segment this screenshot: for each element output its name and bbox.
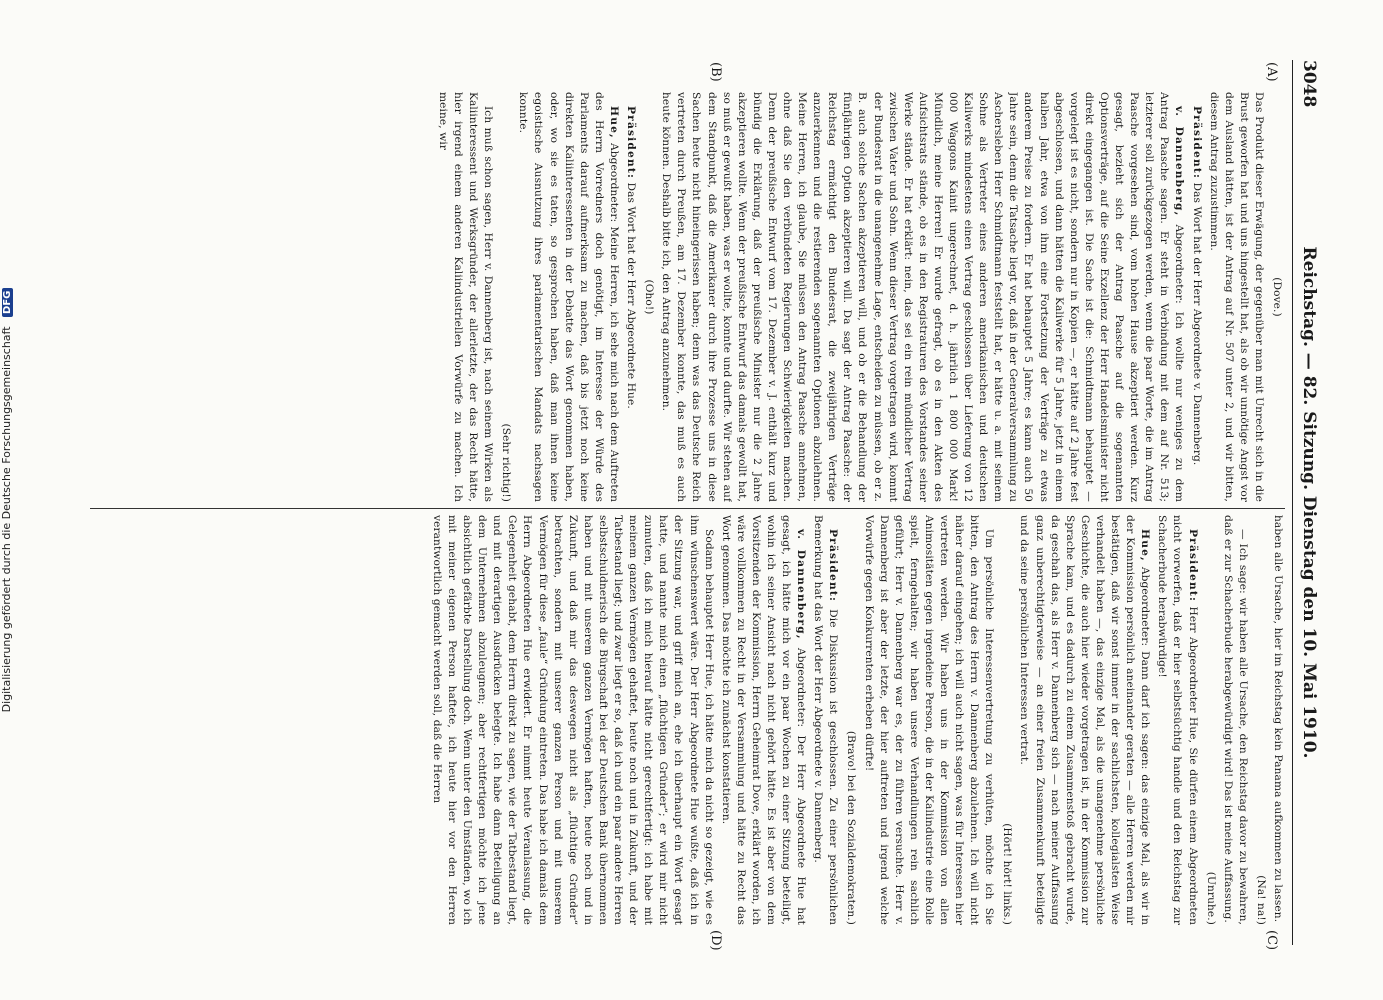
paragraph-text: Abgeordneter: Meine Herren, ich sehe mich nach dem Auftreten des Herrn Vorredners doch genötigt, im Interesse der Würde des Parlaments darauf aufmerksam zu machen, daß bis jetzt noch keine direkten Kaliinteressenten in der Debatte das Wort genommen haben, oder, wo sie es taten, so gesprochen haben, daß man ihnen keine egoistische Ausnutzung ihres parlamentarischen Mandats nachsagen konnte.	[517, 92, 620, 502]
left-column	[90, 92, 1285, 502]
interjection: (Unruhe.)	[1204, 871, 1217, 925]
speech-paragraph	[1154, 515, 1199, 925]
paragraph-text: Herr Abgeordneter Hue, Sie dürfen einem Abgeordneten nicht vorwerfen, daß er hier selbstsüchtig handle und den Reichstag zur Schacherbude herabwürdige!	[1156, 515, 1199, 925]
interjection: (Oho!)	[643, 279, 656, 315]
digitization-note	[0, 0, 16, 1000]
paragraph	[860, 515, 996, 925]
paragraph	[1270, 515, 1285, 925]
page-number: 3048	[1299, 60, 1319, 108]
right-column	[90, 515, 1285, 925]
margin-mark-d: (D)	[708, 930, 723, 951]
digitization-text: Digitalisierung gefördert durch die Deutsche Forschungsgemeinschaft	[0, 326, 13, 713]
speaker-name: v. Dannenberg,	[1173, 106, 1186, 217]
running-title: Reichstag. — 82. Sitzung. Dienstag den 10. Mai 1910.	[1299, 246, 1319, 759]
paragraph-text: haben alle Ursache, hier im Reichstag kein Panama aufkommen zu lassen.	[1272, 515, 1284, 923]
page-header	[1292, 60, 1323, 945]
speaker-name: Hue,	[607, 106, 620, 139]
margin-mark-b: (B)	[708, 62, 723, 82]
interjection: (Na! na!)	[1254, 875, 1267, 925]
speaker-name: Präsident:	[827, 529, 840, 603]
dfg-logo: DFG	[2, 288, 13, 317]
paragraph-text: Das Wort hat der Herr Abgeordnete v. Dannenberg.	[1190, 182, 1203, 466]
paragraph-text: Abgeordneter: Ich wollte nur weniges zu dem Antrag Paasche sagen. Er steht in Verbindung mit dem auf Nr. 513; letzterer soll zurückgezogen werden, wenn die paar Worte, die im Antrag Paasche vorgesehen sind, vom hohen Hause akzeptiert werden. Kurz gesagt, bezieht sich der Antrag Paasche auf die sogenannten Optionsverträge, auf die Seine Exzellenz der Herr Handelsminister nicht direkt eingegangen ist. Die Sache ist die: Schmidtmann behauptet — vorgelegt ist es nicht, sondern nur in Kopien —, er hätte auf 2 Jahre fest abgeschlossen, und dann hätten die Kaliwerke für 5 Jahre, jetzt in einem halben Jahr, etwa von ihm eine Fortsetzung der Verträge zu etwas anderem Preise zu fordern. Er hat behauptet 5 Jahre; es kann auch 50 Jahre sein, denn die Tatsache liegt vor, daß in der Generalversammlung zu Aschersleben Herr Schmidtmann feststellt hat, er hätte u. a. mit seinem Sohne als Vertreter eines anderen amerikanischen und deutschen Kaliwerks mindestens einen Vertrag geschlossen über Lieferung von 12 000 Waggons Kainit ungerechnet, d. h. jährlich 1 800 000 Mark! Mündlich, meine Herren! Er wurde gefragt, ob es in den Akten des Aufsichtsrats stände, ob es in den Registraturen des Vorstandes seiner Werke stände. Er hat erklärt: nein, das sei ein rein mündlicher Vertrag zwischen Vater und Sohn. Wenn dieser Vertrag vorgetragen wird, kommt der Bundesrat in die unangenehme Lage, entscheiden zu müssen, ob er z. B. auch solche Sachen akzeptieren will, und ob er die Behandlung der fünfjährigen Option akzeptieren will. Da sagt der Antrag Paasche: der Reichstag ermächtigt den Bundesrat, die zweijährigen Verträge anzuerkennen und die restierenden sogenannten Optionen abzulehnen. Meine Herren, ich glaube, Sie müssen den Antrag Paasche annehmen, ohne daß Sie den verbündeten Regierungen Schwierigkeiten machen. Denn der preußische Entwurf vom 17. Dezember v. J. enthält kurz und bündig die Erklärung, daß der preußische Minister nur die 2 Jahre akzeptieren wollte. Wenn der preußische Entwurf das damals gewollt hat, so muß er gewußt haben, was er wollte, konnte und durfte. Wir stehen auf dem Standpunkt, daß die Amerikaner durch ihre Prozesse uns in diese Sachen heute nicht hineingerissen haben; denn was das Deutsche Reich vertreten durch Preußen, am 17. Dezember konnte, das muß es auch heute können. Deshalb bitte ich, den Antrag anzunehmen.	[660, 92, 1186, 502]
paragraph-text: Ich muß schon sagen, Herr v. Dannenberg ist, nach seinem Wirken als Kaliinteressent und Werksgründer, der allerletzte, der das Recht hätte, hier irgend einem anderen Kaliindustriellen Vorwürfe zu machen. Ich meine, wir	[436, 92, 495, 502]
speech-paragraph	[658, 92, 1186, 502]
speech-paragraph	[718, 515, 809, 925]
speaker-name: v. Dannenberg,	[795, 529, 808, 640]
speech-paragraph	[1188, 92, 1203, 502]
column-divider	[90, 508, 1285, 509]
paragraph-text: Sodann behauptet Herr Hue, ich hätte mich da nicht so gezeigt, wie es ihm wünschenswert wäre. Der Herr Abgeordnete Hue wußte, daß ich in der Sitzung war, und griff mich an, ehe ich überhaupt ein Wort gesagt hatte, und nannte mich einen „flüchtigen Gründer“; er wird mir nicht zumuten, daß ich mich hierauf hätte nicht gerechtfertigt: ich habe mit meinem ganzen Vermögen gehaftet, heute noch und in Zukunft, und der Tatbestand liegt; und zwar liegt er so, daß ich und ein paar andere Herren selbstschuldnerisch die Bürgschaft bei der Deutschen Bank übernommen haben und mit unserem ganzen Vermögen haften, heute noch und in Zukunft, und daß mir das deswegen nicht als „flüchtige Gründer“ betrachten, sondern mit unserer ganzen Person und mit unserem Vermögen für diese „faule“ Gründung eintreten. Das habe ich damals dem Herrn Abgeordneten Hue erwidert. Er nimmt heute Veranlassung, die Gelegenheit gehabt, dem Herrn direkt zu sagen, wie der Tatbestand liegt, und mit derartigen Ausdrücken belegte. Ich habe dann Beteiligung an dem Unternehmen abzuleugnen; aber rechtfertigen möchte ich jene absichtlich gefärbte Darstellung doch. Wenn unter den Umständen, wo ich mit meiner eigenen Person haftete, ich heute hier vor den Herren verantwortlich gemacht werden soll, daß die Herren	[430, 515, 715, 925]
paragraph-text: Die Diskussion ist geschlossen. Zu einer persönlichen Bemerkung hat das Wort der Herr Abgeordnete v. Dannenberg.	[812, 515, 840, 925]
paragraph	[1206, 92, 1266, 502]
interjection: (Sehr richtig!)	[500, 423, 513, 502]
paragraph	[1220, 515, 1250, 925]
paragraph-text: Abgeordneter: Der Herr Abgeordnete Hue hat gesagt, ich hätte mich vor ein paar Wochen zu einer Sitzung beteiligt, wohin ich seiner Ansicht nach nicht gehört hätte. Es ist aber von dem Vorsitzenden der Kommission, Herrn Geheimrat Dove, erklärt worden, ich wäre vollkommen zu Recht in der Versammlung und hätte zu Recht das Wort genommen. Das möchte ich zunächst konstatieren.	[719, 515, 808, 925]
speaker-name: Präsident:	[625, 106, 638, 180]
speech-paragraph	[1016, 515, 1152, 925]
interjection: (Hört! hört! links.)	[1001, 823, 1014, 925]
speech-paragraph	[623, 92, 638, 502]
paragraph	[429, 515, 716, 925]
paragraph-text: Abgeordneter: Dann darf ich sagen: das einzige Mal, als wir in der Kommission persönlich aneinander geraten — alle Herren werden mir bestätigen, daß wir sonst immer in der sachlichsten, kollegialsten Weise verhandelt haben —, das einzige Mal, als die unangenehme persönliche Geschichte, die auch hier wieder vorgetragen ist, in der Kommission zur Sprache kam, und es dadurch zu einem Zusammenstoß gebracht wurde, da geschah das, als Herr v. Dannenberg sich — nach meiner Auffassung ganz unberechtigterweise — an einer freien Zusammenkunft beteiligte und da seine persönlichen Interessen vertrat.	[1018, 515, 1152, 925]
interjection: (Dove.)	[1271, 277, 1283, 317]
paragraph-text: Das Wort hat der Herr Abgeordnete Hue.	[625, 182, 638, 409]
paragraph-text: Um persönliche Interessenvertretung zu verhüten, möchte ich Sie bitten, den Antrag des Herrn v. Dannenberg abzulehnen. Ich will nicht näher darauf eingehen; ich will auch nicht sagen, was für Interessen hier vertreten werden. Wir haben uns in der Kommission von allen Animositäten gegen irgendeine Person, die in der Kaliindustrie eine Rolle spielt, ferngehalten; wir haben unsere Verhandlungen rein sachlich geführt; Herr v. Dannenberg war es, der zu führen versuchte. Herr v. Dannenberg ist aber der letzte, der hier auftreten und irgend welche Vorwürfe gegen Konkurrenten erheben dürfte!	[862, 515, 996, 925]
speaker-name: Hue,	[1139, 529, 1152, 562]
speaker-name: Präsident:	[1190, 106, 1203, 180]
speech-paragraph	[810, 515, 840, 925]
paragraph-text: — Ich sage: wir haben alle Ursache, den Reichstag davor zu bewahren, daß er zur Schacherbude herabgewürdigt wird! Das ist meine Auffassung.	[1221, 515, 1249, 925]
margin-mark-a: (A)	[1264, 62, 1279, 82]
paragraph-text: Das Produkt dieser Erwägung, der gegenüber man mit Unrecht sich in die Brust geworfen hat und uns hingestellt hat, als ob wir unnötige Angst vor dem Ausland hätten, ist der Antrag auf Nr. 507 unter 2, und wir bitten, diesem Antrag zuzustimmen.	[1207, 92, 1265, 502]
paragraph	[435, 92, 495, 502]
speech-paragraph	[515, 92, 621, 502]
margin-mark-c: (C)	[1264, 930, 1279, 951]
speaker-name: Präsident:	[1186, 529, 1199, 603]
interjection: (Bravo! bei den Sozialdemokraten.)	[845, 730, 858, 925]
